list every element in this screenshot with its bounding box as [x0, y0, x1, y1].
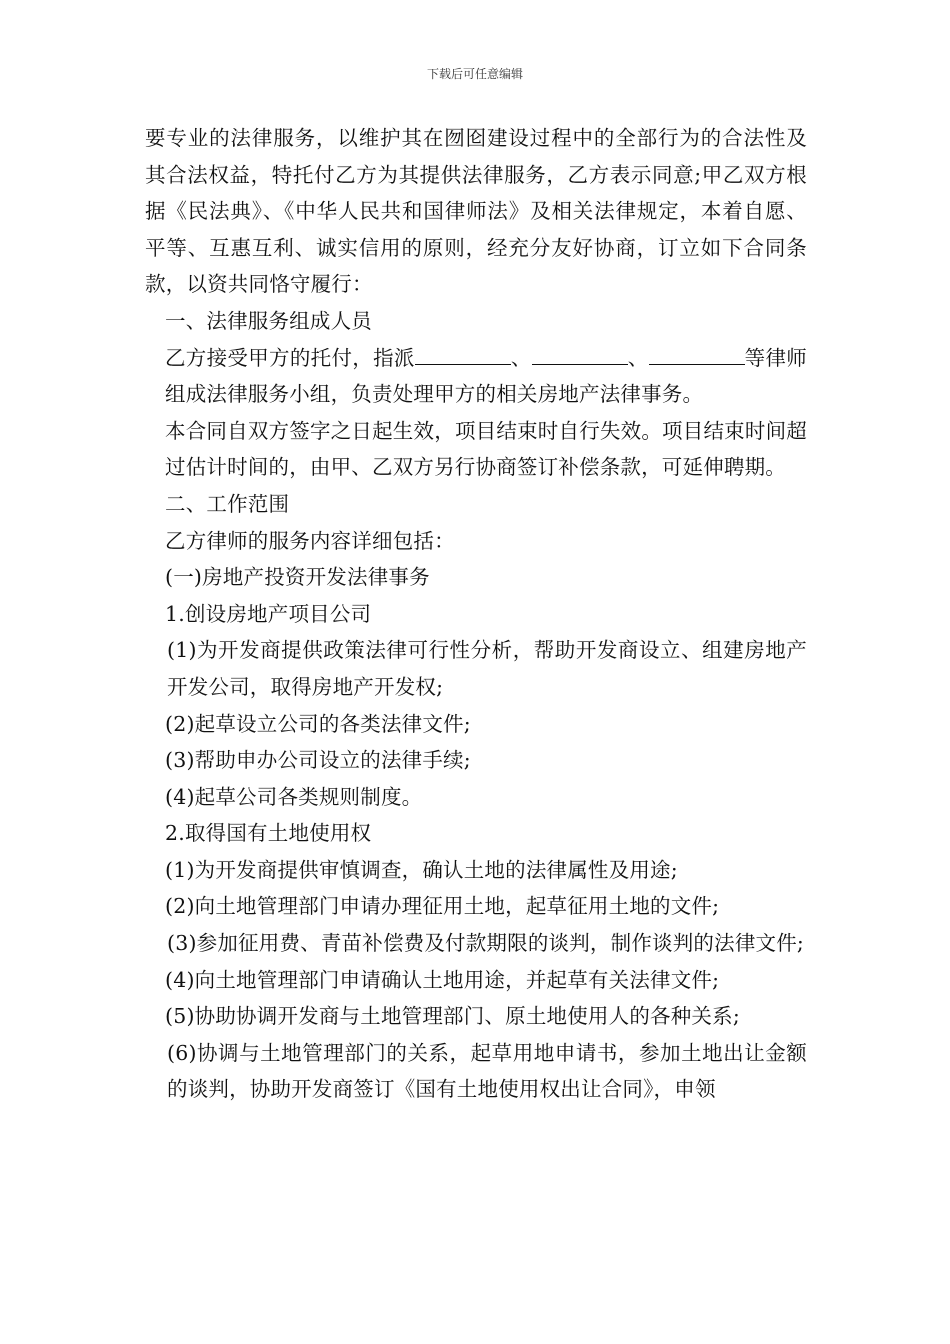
lawyer-name-blank-2: [532, 346, 628, 365]
page-header: 下载后可任意编辑: [426, 67, 523, 81]
list-item: (1)为开发商提供政策法律可行性分析，帮助开发商设立、组建房地产开发公司，取得房地产开发权;: [167, 638, 807, 699]
lawyer-name-blank-3: [649, 346, 745, 365]
blank-separator: 、: [510, 345, 532, 370]
list-item: (2)向土地管理部门申请办理征用土地，起草征用土地的文件;: [165, 894, 720, 919]
list-item: (5)协助协调开发商与土地管理部门、原土地使用人的各种关系;: [165, 1004, 740, 1029]
section-heading-2: 二、工作范围: [165, 491, 290, 516]
list-item: (4)起草公司各类规则制度。: [165, 784, 423, 809]
item-heading-1: 1.创设房地产项目公司: [165, 601, 372, 626]
list-item: (1)为开发商提供审慎调查，确认土地的法律属性及用途;: [165, 857, 678, 882]
list-item: (4)向土地管理部门申请确认土地用途，并起草有关法律文件;: [165, 967, 720, 992]
blank-separator: 、: [627, 345, 649, 370]
assign-suffix: 等律师组成法律服务小组，负责处理甲方的相关房地产法律事务。: [165, 345, 807, 407]
document-body: [145, 120, 807, 1108]
list-item: (2)起草设立公司的各类法律文件;: [165, 711, 471, 736]
paragraph-assign-lawyers: [145, 340, 807, 413]
section-heading-1: 一、法律服务组成人员: [165, 308, 372, 333]
assign-prefix: 乙方接受甲方的托付，指派: [165, 345, 415, 370]
list-item: (6)协调与土地管理部门的关系，起草用地申请书，参加土地出让金额的谈判，协助开发商签订《国有土地使用权出让合同》，申领: [167, 1040, 807, 1102]
subsection-heading: (一)房地产投资开发法律事务: [165, 565, 430, 590]
lawyer-name-blank-1: [415, 346, 511, 365]
paragraph-effective-term: 本合同自双方签字之日起生效，项目结束时自行失效。项目结束时间超过估计时间的，由甲、乙双方另行协商签订补偿条款，可延伸聘期。: [165, 418, 807, 480]
list-item: (3)参加征用费、青苗补偿费及付款期限的谈判，制作谈判的法律文件;: [167, 931, 805, 956]
paragraph-scope-intro: 乙方律师的服务内容详细包括：: [165, 528, 455, 553]
list-item: (3)帮助申办公司设立的法律手续;: [165, 748, 471, 773]
paragraph-intro: 要专业的法律服务，以维护其在囫囵建设过程中的全部行为的合法性及其合法权益，特托付乙方为其提供法律服务，乙方表示同意;甲乙双方根据《民法典》、《中华人民共和国律师法》及相关法律规定，本着自愿、平等、互惠互利、诚实信用的原则，经充分友好协商，订立如下合同条款，以资共同恪守履行：: [145, 126, 807, 297]
item-heading-2: 2.取得国有土地使用权: [165, 821, 372, 846]
